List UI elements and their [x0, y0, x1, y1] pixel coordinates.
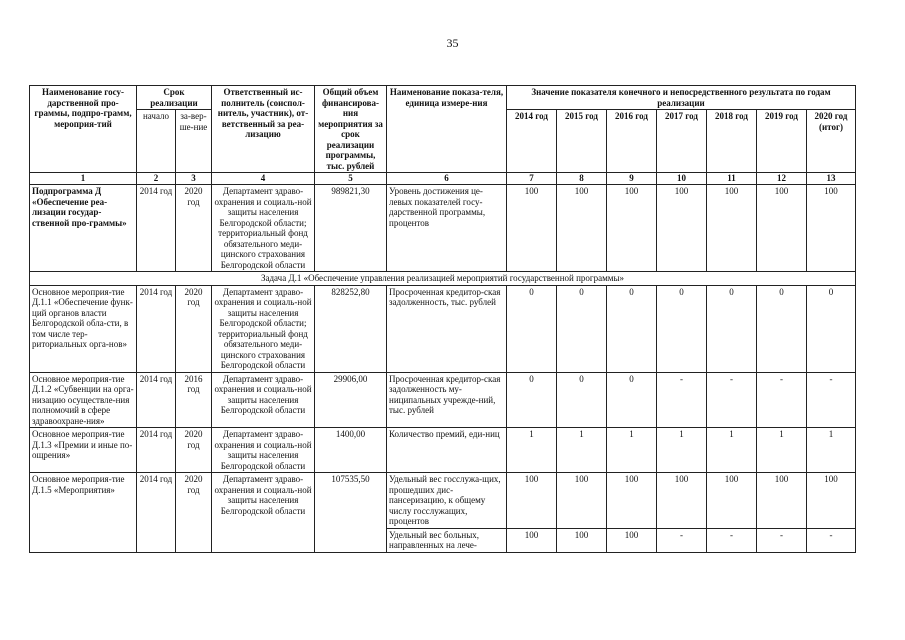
column-number: 6	[387, 173, 507, 185]
header-funding: Общий объем финансирова-ния мероприятия за срок реализации программы, тыс. рублей	[315, 86, 387, 173]
row-value: 0	[607, 285, 657, 372]
subprogram-start: 2014 год	[137, 185, 176, 272]
row-value: -	[657, 528, 707, 552]
row-end: 2020 год	[176, 428, 212, 473]
subprogram-value: 100	[657, 185, 707, 272]
row-value: -	[707, 372, 757, 428]
row-indicator: Просроченная кредитор-ская задолженность му-ниципальных учрежде-ний, тыс. рублей	[387, 372, 507, 428]
header-executor: Ответственный ис-полнитель (соиспол-нитель, участник), от-ветственный за реа-лизацию	[212, 86, 315, 173]
row-value: 0	[657, 285, 707, 372]
row-value: 1	[557, 428, 607, 473]
row-value: 1	[757, 428, 807, 473]
header-start: начало	[137, 110, 176, 173]
column-number: 2	[137, 173, 176, 185]
column-number: 13	[807, 173, 856, 185]
row-value: 100	[707, 473, 757, 529]
row-name: Основное мероприя-тие Д.1.3 «Премии и иные по-ощрения»	[30, 428, 137, 473]
row-indicator: Удельный вес больных, направленных на лече-	[387, 528, 507, 552]
table-row	[30, 473, 856, 529]
column-number: 5	[315, 173, 387, 185]
row-value: -	[657, 372, 707, 428]
row-value: 0	[757, 285, 807, 372]
row-name: Основное мероприя-тие Д.1.2 «Субвенции на орга-низацию осуществле-ния полномочий в сфере здравоохране-ния»	[30, 372, 137, 428]
row-value: 0	[507, 372, 557, 428]
row-executor: Департамент здраво-охранения и социаль-ной защиты населения Белгородской области	[212, 428, 315, 473]
row-value: 1	[607, 428, 657, 473]
header-year: 2018 год	[707, 110, 757, 173]
row-funding: 107535,50	[315, 473, 387, 553]
row-value: 1	[657, 428, 707, 473]
row-value: 100	[557, 528, 607, 552]
header-year: 2019 год	[757, 110, 807, 173]
subprogram-value: 100	[557, 185, 607, 272]
column-number: 3	[176, 173, 212, 185]
row-value: 100	[657, 473, 707, 529]
row-indicator: Удельный вес госслужа-щих, прошедших дис-пансеризацию, к общему числу госслужащих, процентов	[387, 473, 507, 529]
program-table	[29, 85, 856, 553]
row-value: 0	[707, 285, 757, 372]
header-year: 2017 год	[657, 110, 707, 173]
row-end: 2016 год	[176, 372, 212, 428]
row-executor: Департамент здраво-охранения и социаль-ной защиты населения Белгородской области	[212, 372, 315, 428]
column-number: 7	[507, 173, 557, 185]
row-value: 100	[507, 473, 557, 529]
subprogram-value: 100	[757, 185, 807, 272]
row-value: 100	[807, 473, 856, 529]
row-name: Основное мероприя-тие Д.1.1 «Обеспечение функ-ций органов власти Белгородской обла-сти, в том числе тер-риториальных орга-нов»	[30, 285, 137, 372]
row-start: 2014 год	[137, 285, 176, 372]
header-term: Срок реализации	[137, 86, 212, 110]
header-indicator: Наименование показа-теля, единица измере-ния	[387, 86, 507, 173]
row-value: 100	[557, 473, 607, 529]
row-value: -	[807, 372, 856, 428]
row-value: 1	[807, 428, 856, 473]
table-row	[30, 285, 856, 372]
subprogram-end: 2020 год	[176, 185, 212, 272]
header-year: 2014 год	[507, 110, 557, 173]
header-end: за-вер-ше-ние	[176, 110, 212, 173]
row-name: Основное мероприя-тие Д.1.5 «Мероприятия»	[30, 473, 137, 553]
row-start: 2014 год	[137, 372, 176, 428]
row-executor: Департамент здраво-охранения и социаль-ной защиты населения Белгородской области; территориальный фонд обязательного меди-цинского страхования Белгородской области	[212, 285, 315, 372]
table-row	[30, 428, 856, 473]
row-value: 0	[607, 372, 657, 428]
row-value: 0	[507, 285, 557, 372]
subprogram-indicator: Уровень достижения це-левых показателей госу-дарственной программы, процентов	[387, 185, 507, 272]
row-executor: Департамент здраво-охранения и социаль-ной защиты населения Белгородской области	[212, 473, 315, 553]
subprogram-funding: 989821,30	[315, 185, 387, 272]
row-start: 2014 год	[137, 473, 176, 553]
column-number: 1	[30, 173, 137, 185]
row-indicator: Количество премий, еди-ниц	[387, 428, 507, 473]
column-number: 11	[707, 173, 757, 185]
row-indicator: Просроченная кредитор-ская задолженность, тыс. рублей	[387, 285, 507, 372]
row-value: 0	[557, 285, 607, 372]
subprogram-value: 100	[807, 185, 856, 272]
subprogram-executor: Департамент здраво-охранения и социаль-ной защиты населения Белгородской области; территориальный фонд обязательного меди-цинского страхования Белгородской области	[212, 185, 315, 272]
row-value: -	[807, 528, 856, 552]
subprogram-name: Подпрограмма Д «Обеспечение реа-лизации государ-ственной про-граммы»	[30, 185, 137, 272]
table-row	[30, 372, 856, 428]
row-value: 1	[507, 428, 557, 473]
header-row	[30, 86, 856, 110]
header-year: 2016 год	[607, 110, 657, 173]
row-value: -	[757, 372, 807, 428]
row-end: 2020 год	[176, 473, 212, 553]
subprogram-value: 100	[707, 185, 757, 272]
column-number: 12	[757, 173, 807, 185]
page-number: 35	[446, 36, 459, 50]
column-number: 10	[657, 173, 707, 185]
row-value: 1	[707, 428, 757, 473]
row-funding: 29906,00	[315, 372, 387, 428]
task-title: Задача Д.1 «Обеспечение управления реализацией мероприятий государственной программы»	[30, 272, 856, 286]
task-row	[30, 272, 856, 286]
row-value: 100	[607, 473, 657, 529]
row-value: 100	[607, 528, 657, 552]
subprogram-row	[30, 185, 856, 272]
row-value: -	[707, 528, 757, 552]
row-start: 2014 год	[137, 428, 176, 473]
header-year: 2020 год (итог)	[807, 110, 856, 173]
column-number: 9	[607, 173, 657, 185]
column-number: 8	[557, 173, 607, 185]
header-year: 2015 год	[557, 110, 607, 173]
subprogram-value: 100	[607, 185, 657, 272]
row-value: 0	[807, 285, 856, 372]
row-value: -	[757, 528, 807, 552]
subprogram-value: 100	[507, 185, 557, 272]
header-values-title: Значение показателя конечного и непосредственного результата по годам реализации	[507, 86, 856, 110]
row-funding: 1400,00	[315, 428, 387, 473]
row-end: 2020 год	[176, 285, 212, 372]
row-funding: 828252,80	[315, 285, 387, 372]
row-value: 100	[757, 473, 807, 529]
row-value: 100	[507, 528, 557, 552]
row-value: 0	[557, 372, 607, 428]
column-numbers-row	[30, 173, 856, 185]
column-number: 4	[212, 173, 315, 185]
header-name: Наименование госу-дарственной про-граммы, подпро-грамм, мероприя-тий	[30, 86, 137, 173]
